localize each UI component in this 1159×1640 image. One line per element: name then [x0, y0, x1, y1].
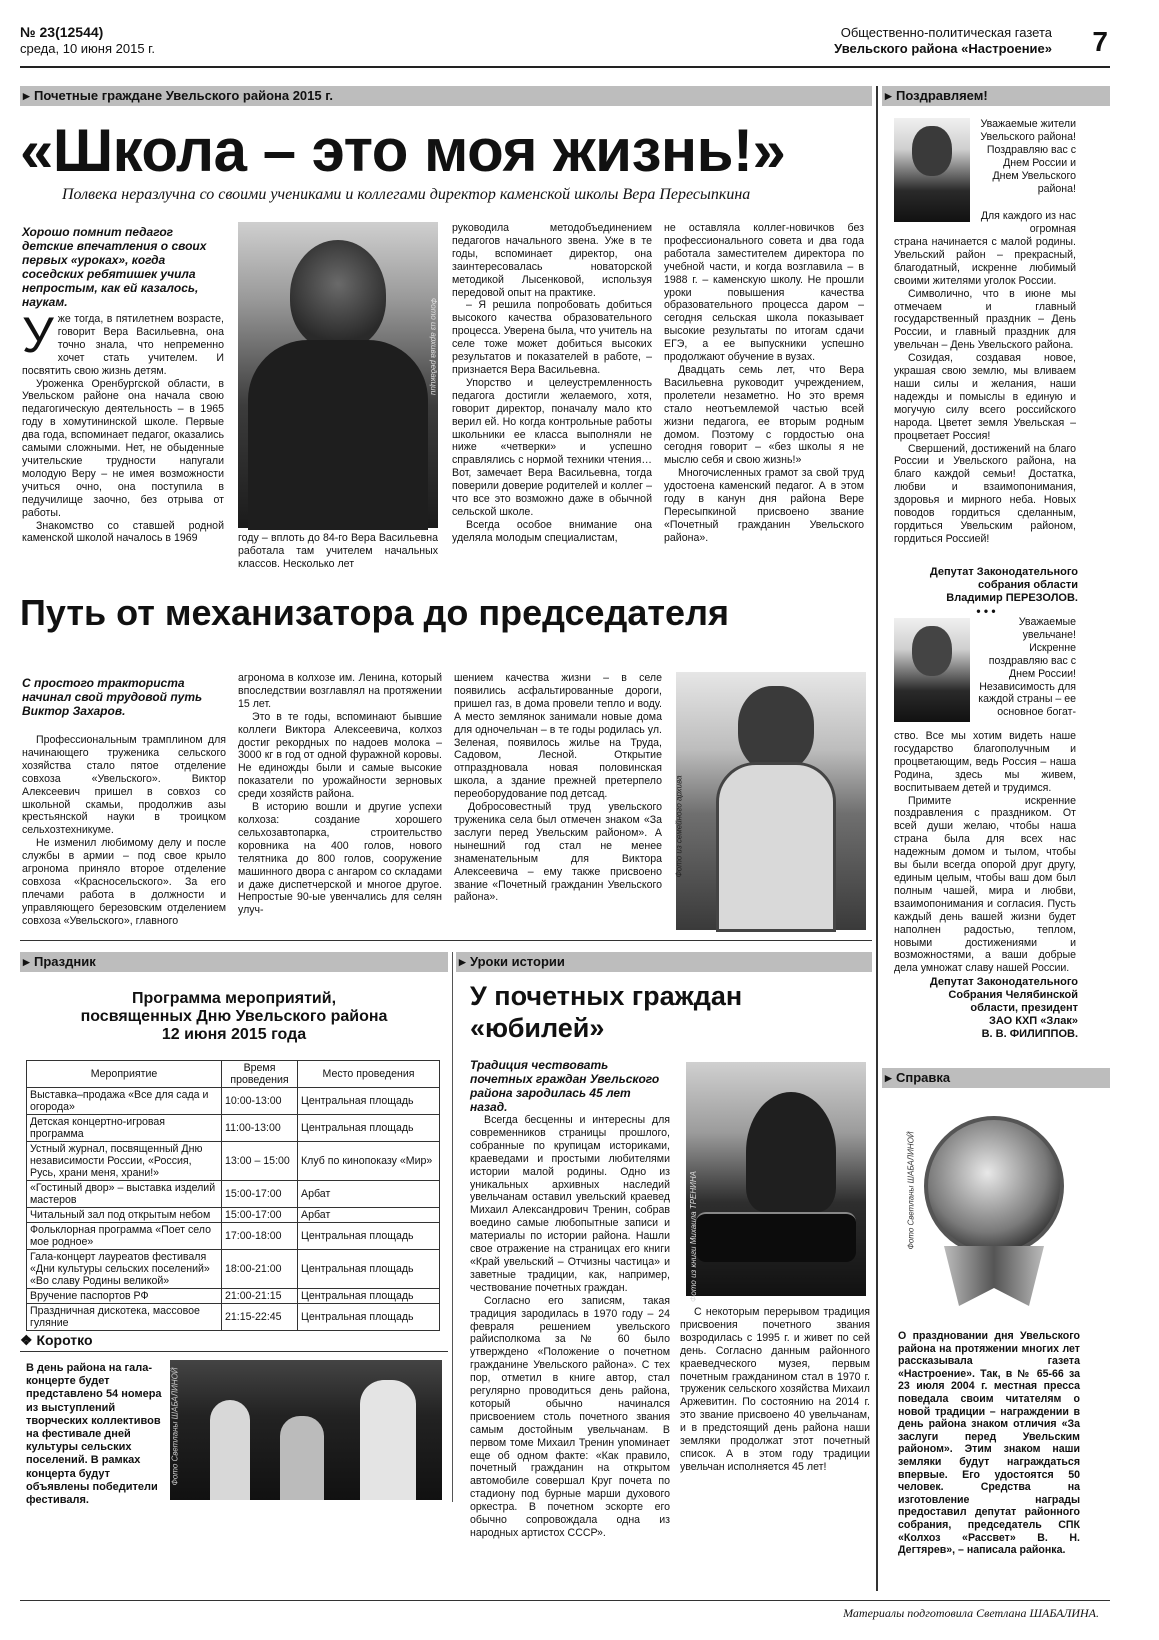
man-figure [738, 686, 814, 772]
section-label: Справка [896, 1070, 951, 1085]
section-bar-congrats [882, 86, 1110, 106]
event-cell: «Гостиный двор» – выставка изделий мастеров [27, 1181, 222, 1208]
issue-number: № 23(12544) [20, 24, 104, 40]
table-row [27, 1142, 440, 1181]
time-cell: 21:15-22:45 [222, 1304, 298, 1331]
paper-name-line1: Общественно-политическая газета [840, 25, 1052, 40]
performer-2 [280, 1416, 324, 1500]
article1-headline: «Школа – это моя жизнь!» [20, 117, 786, 184]
paragraph: Многочисленных грамот за свой труд удостоена каменский педагог. А в этом году в канун дня района Вере Пересыпкиной присвоено звание «Почетный гражданин Увельского района». [664, 467, 864, 544]
portrait-head [912, 626, 952, 676]
performer-3 [360, 1380, 416, 1500]
vertical-divider-mid [452, 952, 453, 1502]
arrow-icon: ▸ [459, 954, 466, 969]
issue-date: среда, 10 июня 2015 г. [20, 41, 155, 56]
masthead [20, 24, 1110, 64]
event-cell: Детская концертно-игровая программа [27, 1115, 222, 1142]
history-car-photo [686, 1062, 866, 1302]
history-headline-line2: «юбилей» [470, 1013, 605, 1043]
event-cell: Гала-концерт лауреатов фестиваля «Дни культуры сельских поселений» «Во славу Родины великой» [27, 1250, 222, 1289]
paragraph: не оставляла коллег-новичков без профессионального совета и два года работала заместителем директора по учебной части, и когда возглавила – в 1988 г. – каменскую школу. Не прошли уроки повышения качества образовательного процесса даром – сегодня сельская школа показывает высокие результаты по итогам сдачи ЕГЭ, а ее выпускники успешно продолжают обучение в вузах. [664, 222, 864, 364]
sig-line: Депутат Законодательного [929, 976, 1078, 988]
article1-col1 [22, 307, 224, 575]
event-cell: Фольклорная программа «Поет село мое родное» [27, 1223, 222, 1250]
paragraph: же тогда, в пятилетнем возрасте, говорит Вера Васильевна, она точно знала, что непременно хочет стать учителем. И посвятить свою жизнь детям. [22, 313, 224, 377]
article1-col4 [664, 222, 864, 576]
paragraph: страна начинается с малой родины. Увельский район – прекрасный, благодатный, искренне любимый своими жителями уголок России. [894, 236, 1076, 287]
section-bar-info [882, 1068, 1110, 1088]
arrow-icon: ▸ [23, 954, 30, 969]
man-body [716, 762, 836, 932]
event-cell: Вручение паспортов РФ [27, 1289, 222, 1304]
article1-subtitle: Полвека неразлучна со своими учениками и коллегами директор каменской школы Вера Пересыпкина [62, 186, 751, 203]
program-title-line3: 12 июня 2015 года [161, 1026, 307, 1043]
event-cell: Праздничная дискотека, массовое гуляние [27, 1304, 222, 1331]
info-text: О праздновании дня Увельского района на протяжении многих лет рассказывала газета «Настроение». Так, в № 65-66 за 23 июля 2004 г. местная пресса поведала своим читателям о новой традиции – награждении в день района знаком отличия «За заслуги перед Увельским районом». Этим знаком наши земляки будут награждаться впервые. Его удостоятся 50 человек. Средства на изготовление награды предоставил депутат районного собрания, председатель СПК «Колхоз «Рассвет» В. Н. Дегтярев», – написала районка. [898, 1330, 1080, 1557]
section-bar-brief [20, 1332, 448, 1352]
article2-col1 [22, 734, 226, 932]
table-row [27, 1223, 440, 1250]
paragraph: агронома в колхозе им. Ленина, который впоследствии возглавлял на протяжении 15 лет. [238, 672, 442, 710]
portrait-head [912, 126, 952, 176]
sig-line: ЗАО КХП «Злак» [988, 1015, 1078, 1027]
paragraph: руководила методобъединением педагогов начального звена. Уже в те годы, вспоминает директор, она заинтересовалась новаторской методикой Лысенковой, используя передовой опыт на практике. [452, 222, 652, 299]
medal-icon [924, 1116, 1064, 1256]
paragraph: В историю вошли и другие успехи колхоза: создание хорошего сельхозавтопарка, строительство коровника на 400 голов, нового телятника до 800 голов, сооружение машинного двора с ангаром со складами и даже диспетчерской и многое другое. Непростые 90-ые увенчались для селян улуч- [238, 801, 442, 917]
article2-col3 [454, 672, 662, 932]
paragraph: Уроженка Оренбургской области, в Увельском районе она начала свою педагогическую деятельность – в 1965 году в хомутининской школе. Первые два года, вспоминает педагог, оказались самыми сложными. Нет, не обыденные учительские трудности напугали молодую Веру – не имея возможности учиться очно, она поступила в педучилище заочно, без отрыва от работы. [22, 377, 224, 519]
time-cell: 15:00-17:00 [222, 1208, 298, 1223]
paragraph: Профессиональным трамплином для начинающего труженика сельского хозяйства стало пятое отделение совхоза «Увельского». Виктор Алексеевич пришел в совхоз со школьной скамьи, продолжив азы крестьянской науки в троицком сельхозтехникуме. [22, 734, 226, 837]
event-cell: Выставка–продажа «Все для сада и огорода» [27, 1088, 222, 1115]
article2-col2 [238, 672, 442, 932]
sig-line: области, президент [970, 1002, 1078, 1014]
paragraph: Созидая, создавая новое, украшая свою землю, мы вливаем наши силы и желания, наши надежды и помыслы в единую и могучую силу всего российского народа. Цветет земля Увельская – процветает Россия! [894, 352, 1076, 442]
section-label: Коротко [36, 1332, 93, 1348]
place-cell: Центральная площадь [298, 1250, 440, 1289]
sig-line: Депутат Законодательного [929, 566, 1078, 578]
place-cell: Центральная площадь [298, 1115, 440, 1142]
portrait-head [290, 240, 386, 350]
medal-photo [904, 1096, 1080, 1322]
paper-name-line2: Увельского района «Настроение» [834, 41, 1052, 56]
portrait-perezolov [894, 118, 970, 222]
section-label: Поздравляем! [896, 88, 988, 103]
place-cell: Клуб по кинопоказу «Мир» [298, 1142, 440, 1181]
table-header-row [27, 1061, 440, 1088]
history-lead: Традиция чествовать почетных граждан Увельского района зародилась 45 лет назад. [470, 1058, 660, 1114]
car-shape [696, 1212, 856, 1262]
time-cell: 11:00-13:00 [222, 1115, 298, 1142]
arrow-icon: ▸ [885, 88, 892, 103]
paragraph: – Я решила попробовать добиться высокого качества образовательного процесса. Уверена была, что учитель на селе тоже может добиться высоких результатов и показателей в работе, – признается Вера Васильевна. [452, 299, 652, 376]
signature-filippov [894, 976, 1078, 1041]
portrait-body [248, 340, 428, 530]
time-cell: 13:00 – 15:00 [222, 1142, 298, 1181]
paragraph: Согласно его записям, такая традиция зародилась в 1970 году – 24 февраля решением увельского райисполкома за № 60 было утверждено «Положение о почетном гражданине Увельского района». С тех пор, отметил в книге автор, стал регулярно проводиться день района, который обычно начинался присвоением столь почетного звания самым достойным увельчанам. В первом томе Михаил Тренин упоминает еще об одном факте: «Как правило, почетный гражданин на открытом автомобиле совершал Круг почета по стадиону под бурные марши духового оркестра. В почетном эскорте его обычно сопровождала одна из народных артистох СССР». [470, 1294, 670, 1539]
photo-credit: Фото из архива редакции [428, 297, 438, 396]
place-cell: Арбат [298, 1208, 440, 1223]
arrow-icon: ❖ [20, 1332, 37, 1348]
paragraph: С некоторым перерывом традиция присвоения почетного звания возродилась с 1995 г. и живет по сей день. Согласно данным районного краеведческого музея, первым почетным гражданином стал в 1970 г. труженик сельского хозяйства Михаил Аржевитин. По состоянию на 2014 г. это звание присвоено 40 увельчанам, и в предстоящий день района наши земляки продолжат этот почетный список. А в этом году традиции увельчан исполняется 45 лет! [680, 1306, 870, 1473]
event-cell: Читальный зал под открытым небом [27, 1208, 222, 1223]
table-row [27, 1088, 440, 1115]
history-col1 [470, 1114, 670, 1539]
place-cell: Арбат [298, 1181, 440, 1208]
program-table-wrap [26, 1060, 440, 1331]
table-row [27, 1250, 440, 1289]
footer-rule [20, 1600, 1110, 1601]
portrait-filippov [894, 618, 970, 722]
section-bar-history [456, 952, 872, 972]
brief-text: В день района на гала-концерте будет представлено 54 номера из выступлений творческих коллективов на фестивале дней культуры сельских поселений. В рамках концерта будут объявлены победители фестиваля. [26, 1362, 162, 1507]
program-table [26, 1060, 440, 1331]
article2-field-photo [676, 672, 866, 930]
photo-credit: Фото Светланы ШАБАЛИНОЙ [170, 1367, 180, 1486]
greeting1-body [894, 236, 1076, 570]
article1-lead: Хорошо помнит педагог детские впечатления о своих первых «уроках», когда соседских ребятишек учила непростым, как ей казалось, наукам. [22, 225, 207, 309]
table-row [27, 1115, 440, 1142]
vertical-divider-right [876, 86, 878, 1591]
arrow-icon: ▸ [23, 88, 30, 103]
place-cell: Центральная площадь [298, 1088, 440, 1115]
dropcap: У [22, 307, 54, 363]
paragraph: Добросовестный труд увельского труженика села был отмечен знаком «За заслуги перед Увельским районом». А нынешний год стал не менее знаменательным для Виктора Алексеевича – ему также присвоено звание «Почетный гражданин Увельского района». [454, 801, 662, 904]
separator-dots: • • • [976, 604, 996, 618]
photo-credit: Фото из семейного архива [674, 775, 684, 878]
photo-credit: Фото Светланы ШАБАЛИНОЙ [906, 1131, 916, 1250]
greeting2-body [894, 730, 1076, 976]
medal-ribbon [944, 1246, 1044, 1306]
paragraph: шением качества жизни – в селе появились асфальтированные дороги, пришел газ, в дома провели тепло и воду. А место землянок занимали новые дома для одночельчан – в те годы родилась ул. Зеленая, появилось жилье на Труда, Садовом, Лесной. Открытие отпраздновала новая половинская школа, а здание прежней претерпело переоборудование под детсад. [454, 672, 662, 801]
brief-concert-photo [170, 1360, 442, 1500]
column-header: Время проведения [222, 1061, 298, 1088]
paragraph: Всегда бесценны и интересны для современников страницы прошлого, собранные по крупицам историками, краеведами и простыми любителями истории малой родины. Одно из уникальных архивных наследий увельчанам оставил увельский краевед Михаил Александрович Тренин, собрав воедино самые любопытные записи и материалы по истории района. Нашли свое отражение на страницах его книги «Край увельский – Отчизны частица» и заветные традиции, как, например, чествование почетных граждан. [470, 1114, 670, 1294]
paragraph: ство. Все мы хотим видеть наше государство благополучным и процветающим, ведь Россия – наша Родина, здесь мы живем, воспитываем детей и трудимся. [894, 730, 1076, 794]
section-label: Праздник [34, 954, 96, 969]
signature-perezolov [894, 566, 1078, 605]
article2-headline: Путь от механизатора до председателя [20, 592, 729, 633]
paragraph: Символично, что в июне мы отмечаем и главный государственный праздник – День России, и главный праздник для увельчан – День Увельского района. [894, 287, 1076, 352]
paragraph: году – вплоть до 84-го Вера Васильевна работала там учителем начальных классов. Несколько лет [238, 532, 438, 570]
sig-line: Собрания Челябинской [948, 989, 1078, 1001]
paragraph: Знакомство со ставшей родной каменской школой началось в 1969 [22, 519, 224, 545]
column-header: Мероприятие [27, 1061, 222, 1088]
section-label: Почетные граждане Увельского района 2015 г. [34, 88, 333, 103]
photo-credit: Фото из книги Михаила ТРЕНИНА [688, 1171, 698, 1302]
footer-credit: Материалы подготовила Светлана ШАБАЛИНА. [843, 1606, 1099, 1620]
place-cell: Центральная площадь [298, 1304, 440, 1331]
paragraph: Это в те годы, вспоминают бывшие коллеги Виктора Алексеевича, колхоз достиг рекордных по надоев молока – 3000 кг в год от одной фуражной коровы. Не единожды были и самые высокие показатели по урожайности зерновых среди хозяйств района. [238, 710, 442, 801]
section-rule [20, 940, 872, 941]
history-headline [470, 980, 870, 1044]
column-header: Место проведения [298, 1061, 440, 1088]
paragraph: Примите искренние поздравления с праздником. От всей души желаю, чтобы наша страна была для всех нас надежным домом и тылом, чтобы вы были всегда опорой друг другу, единым целым, чтобы ваш дом был полным чашей, мира и любви, взаимопонимания и согласия. Пусть каждый день вашей жизни будет наполнен радостью, теплом, новыми достижениями и возможностями, а ваши добрые дела умножат славу нашей России. [894, 794, 1076, 975]
program-title-line1: Программа мероприятий, [131, 990, 337, 1007]
sig-line: Владимир ПЕРЕЗОЛОВ. [946, 592, 1078, 604]
masthead-rule [20, 66, 1110, 68]
table-row [27, 1304, 440, 1331]
section-bar-honorary [20, 86, 872, 106]
time-cell: 21:00-21:15 [222, 1289, 298, 1304]
time-cell: 15:00-17:00 [222, 1181, 298, 1208]
program-title [24, 990, 444, 1044]
paragraph: Свершений, достижений на благо России и Увельского района, на благо каждой семьи! Достатка, любви и взаимопонимания, здоровья и мирного неба. Новых поводов гордиться сделанным, гордиться Увельским районом, гордиться Россией! [894, 442, 1076, 545]
time-cell: 10:00-13:00 [222, 1088, 298, 1115]
greeting2-top: Уважаемые увельчане! Искренне поздравляю вас с Днем России! Независимость для каждой страны – ее основное богат- [978, 616, 1076, 719]
table-row [27, 1208, 440, 1223]
time-cell: 18:00-21:00 [222, 1250, 298, 1289]
article1-col2 [238, 532, 438, 576]
section-label: Уроки истории [470, 954, 565, 969]
paragraph: Не изменил любимому делу и после службы в армии – под свое крыло агронома приняло второе отделение совхоза «Красносельского». За его плечами работа в должности и управляющего березовским отделением совхоза «Увельского», главного [22, 837, 226, 927]
place-cell: Центральная площадь [298, 1289, 440, 1304]
history-headline-line1: У почетных граждан [470, 981, 743, 1011]
event-cell: Устный журнал, посвященный Дню независимости России, «Россия, Русь, храни меня, храни!» [27, 1142, 222, 1181]
article1-portrait-photo [238, 222, 438, 528]
paragraph: Упорство и целеустремленность педагога достигли желаемого, хотя, говорит директор, поначалу мало кто верил ей. Но когда контрольные работы школьники ее класса выполняли не ниже «четверки» и успешно справлялись с нормой техники чтения… Вот, замечает Вера Васильевна, тогда поверили доверие родителей и коллег – что все это возможно даже в обычной сельской школе. [452, 376, 652, 518]
performer-1 [210, 1400, 250, 1500]
arrow-icon: ▸ [885, 1070, 892, 1085]
page-number: 7 [1092, 26, 1108, 57]
sig-line: собрания области [978, 579, 1078, 591]
article2-lead: С простого тракториста начинал свой трудовой путь Виктор Захаров. [22, 676, 203, 718]
paragraph: Двадцать семь лет, что Вера Васильевна руководит учреждением, пролетели незаметно. Но это время стало неотъемлемой частью всей жизни педагога, ее вторым родным домом. Поэтому с гордостью она сегодня говорит – «без школы я не мыслю себя и свою жизнь!» [664, 363, 864, 467]
sig-line: В. В. ФИЛИППОВ. [981, 1028, 1078, 1040]
section-bar-holiday [20, 952, 448, 972]
greeting1-top: Уважаемые жители Увельского района! Поздравляю вас с Днем России и Днем Увельского района! [980, 118, 1076, 195]
history-col2 [680, 1306, 870, 1500]
program-title-line2: посвященных Дню Увельского района [80, 1008, 388, 1025]
table-row [27, 1289, 440, 1304]
place-cell: Центральная площадь [298, 1223, 440, 1250]
article1-col3 [452, 222, 652, 576]
table-row [27, 1181, 440, 1208]
greeting1-mid: Для каждого из нас огромная [980, 210, 1076, 235]
time-cell: 17:00-18:00 [222, 1223, 298, 1250]
tree-shape [746, 1092, 836, 1212]
paragraph: Всегда особое внимание она уделяла молодым специалистам, [452, 518, 652, 544]
